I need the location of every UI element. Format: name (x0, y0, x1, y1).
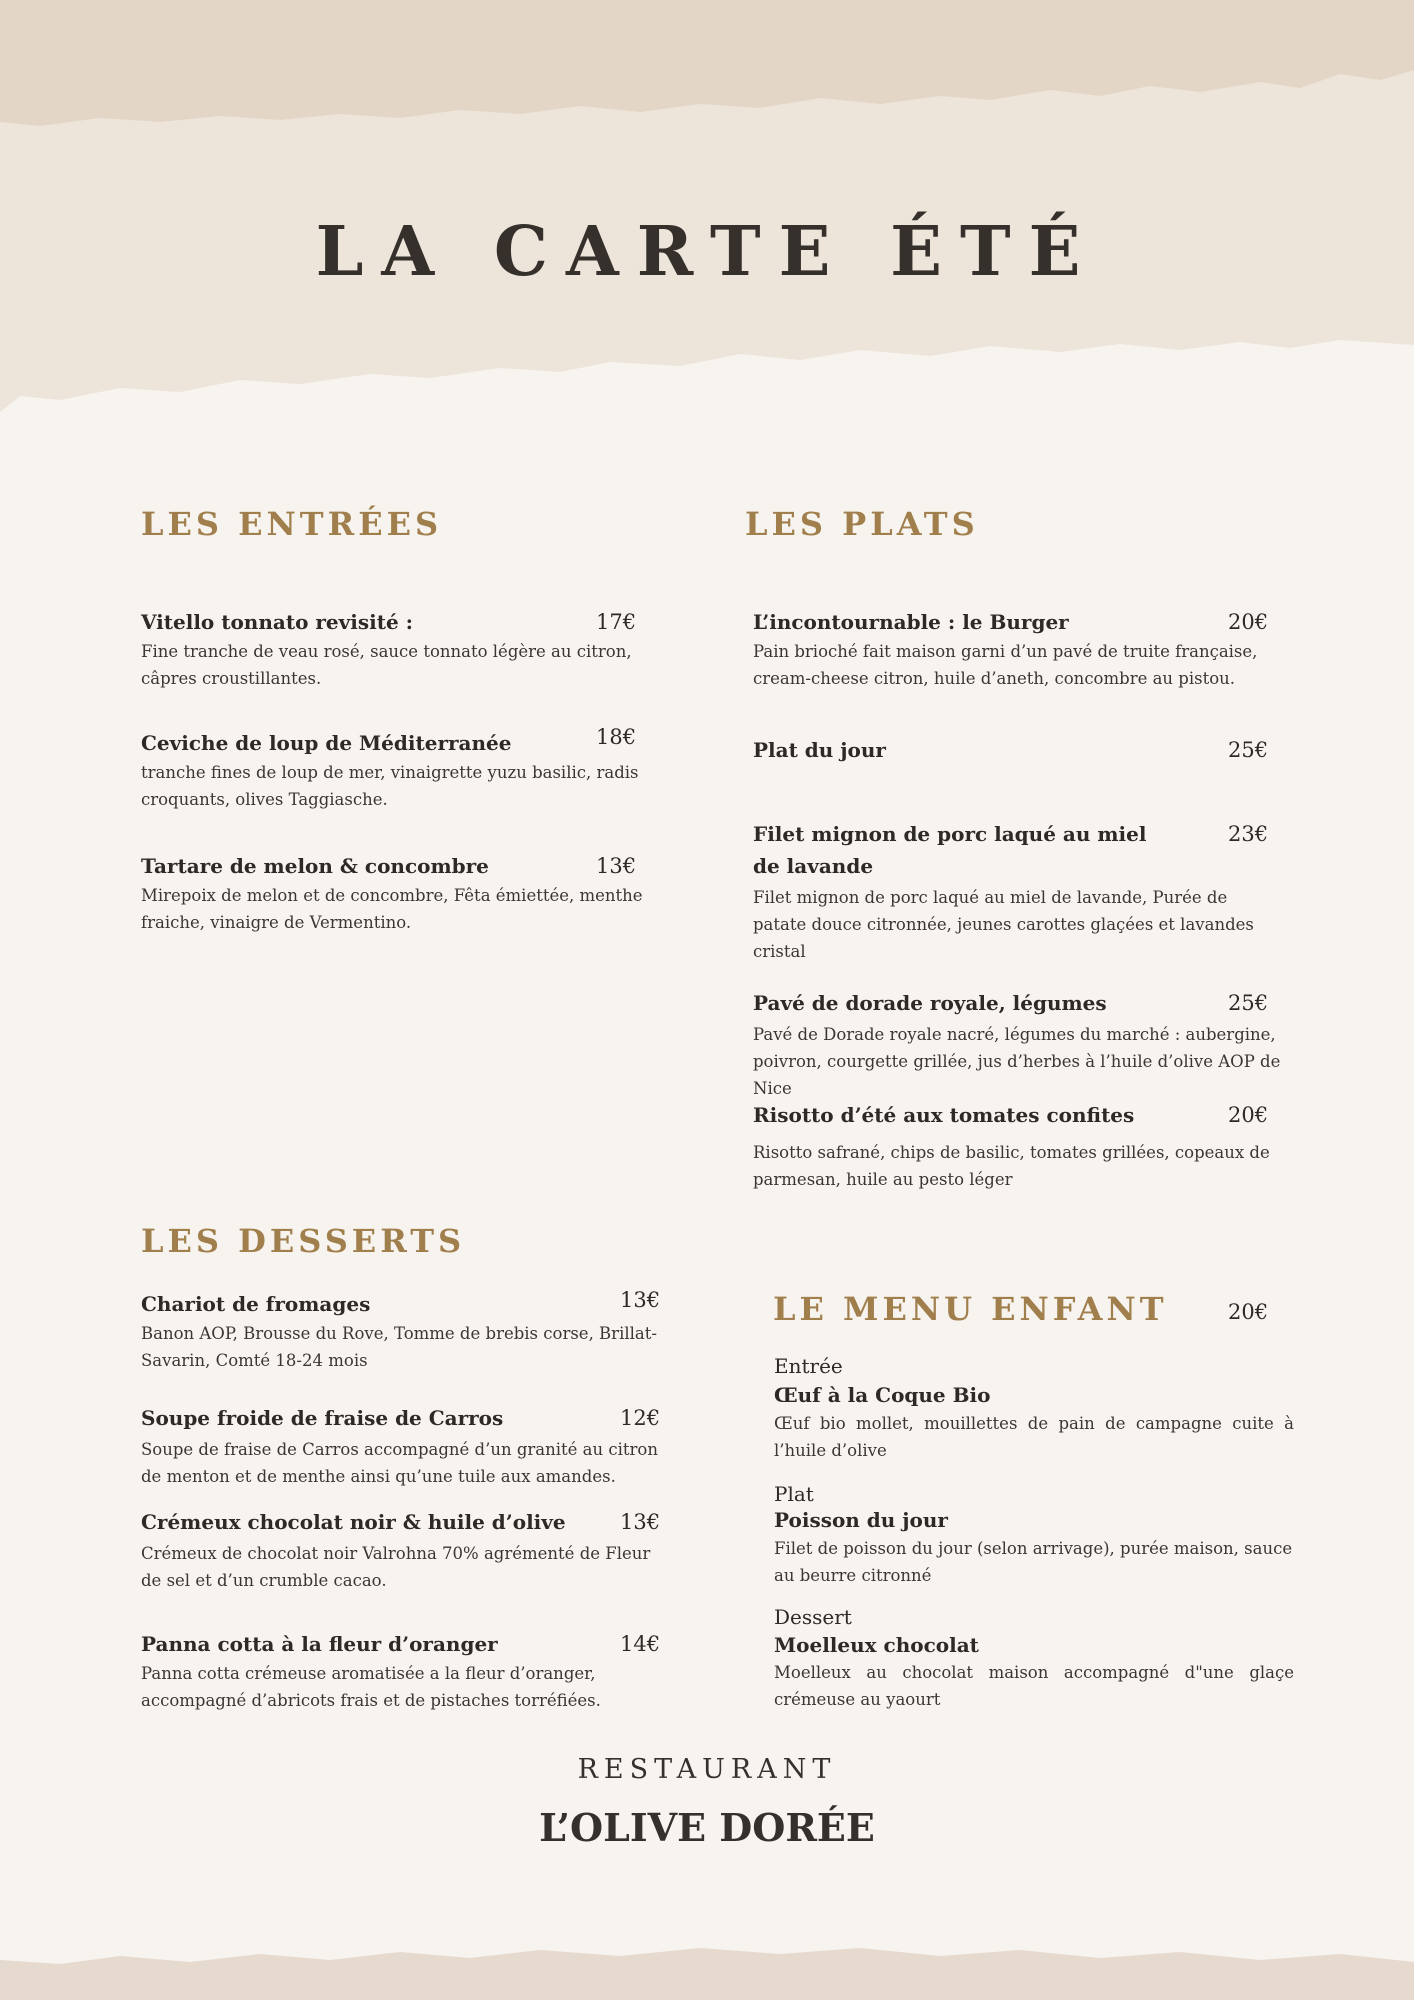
menu-item (141, 606, 651, 692)
item-price: 13€ (596, 854, 637, 878)
section-heading-entrees: LES ENTRÉES (141, 505, 443, 543)
menu-item (141, 850, 651, 936)
item-price: 18€ (596, 725, 637, 749)
section-heading-desserts: LES DESSERTS (141, 1222, 466, 1260)
menu-item (141, 727, 651, 813)
menu-item (141, 1288, 671, 1374)
item-name: Œuf à la Coque Bio (774, 1383, 991, 1407)
menu-title: LA CARTE ÉTÉ (315, 212, 1099, 292)
menu-item (753, 1099, 1283, 1193)
item-name: Soupe froide de fraise de Carros (141, 1406, 504, 1430)
item-price: 13€ (620, 1510, 661, 1534)
item-description: Fine tranche de veau rosé, sauce tonnato légère au citron, câpres croustillantes. (141, 642, 632, 688)
item-description: Crémeux de chocolat noir Valrohna 70% agrémenté de Fleur de sel et d’un crumble cacao. (141, 1544, 651, 1590)
item-price: 25€ (1228, 738, 1269, 762)
item-description: Pavé de Dorade royale nacré, légumes du marché : aubergine, poivron, courgette grillée, jus d’herbes à l’huile d’olive AOP de Nice (753, 1025, 1281, 1098)
item-name: Plat du jour (753, 738, 886, 762)
item-price: 20€ (1228, 610, 1269, 634)
item-name: Tartare de melon & concombre (141, 854, 489, 878)
item-description: Œuf bio mollet, mouillettes de pain de campagne cuite à l’huile d’olive (774, 1414, 1294, 1460)
item-name: Ceviche de loup de Méditerranée (141, 731, 512, 755)
menu-enfant-course (774, 1352, 1294, 1464)
section-heading-menu-enfant: LE MENU ENFANT (773, 1290, 1168, 1328)
course-label: Dessert (774, 1605, 852, 1629)
item-name: Panna cotta à la fleur d’oranger (141, 1632, 498, 1656)
item-name: Pavé de dorade royale, légumes (753, 991, 1107, 1015)
item-description: tranche fines de loup de mer, vinaigrette yuzu basilic, radis croquants, olives Taggiasche. (141, 763, 639, 809)
item-description: Mirepoix de melon et de concombre, Fêta émiettée, menthe fraiche, vinaigre de Vermentino. (141, 886, 643, 932)
item-description: Risotto safrané, chips de basilic, tomates grillées, copeaux de parmesan, huile au pesto léger (753, 1143, 1270, 1189)
item-description: Pain brioché fait maison garni d’un pavé de truite française, cream-cheese citron, huile d’aneth, concombre au pistou. (753, 642, 1258, 688)
item-description: Filet de poisson du jour (selon arrivage), purée maison, sauce au beurre citronné (774, 1539, 1293, 1585)
item-price: 23€ (1228, 822, 1269, 846)
item-description: Banon AOP, Brousse du Rove, Tomme de brebis corse, Brillat-Savarin, Comté 18-24 mois (141, 1324, 657, 1370)
course-label: Entrée (774, 1354, 843, 1378)
item-price: 17€ (596, 610, 637, 634)
restaurant-name: L’OLIVE DORÉE (539, 1805, 875, 1850)
item-price: 12€ (620, 1406, 661, 1430)
item-price: 20€ (1228, 1103, 1269, 1127)
menu-item (141, 1506, 671, 1594)
item-name: Crémeux chocolat noir & huile d’olive (141, 1510, 566, 1534)
menu-item (753, 818, 1283, 965)
item-price: 14€ (620, 1632, 661, 1656)
course-label: Plat (774, 1482, 814, 1506)
menu-item (141, 1402, 671, 1490)
menu-item (753, 606, 1283, 692)
item-price: 25€ (1228, 991, 1269, 1015)
menu-item (753, 734, 1283, 766)
item-price: 13€ (620, 1288, 661, 1312)
item-description: Panna cotta crémeuse aromatisée a la fleur d’oranger, accompagné d’abricots frais et de pistaches torréfiées. (141, 1664, 601, 1710)
item-description: Filet mignon de porc laqué au miel de lavande, Purée de patate douce citronnée, jeunes carottes glaçées et lavandes cristal (753, 888, 1254, 961)
item-name: L’incontournable : le Burger (753, 610, 1069, 634)
item-description: Soupe de fraise de Carros accompagné d’un granité au citron de menton et de menthe ainsi qu’une tuile aux amandes. (141, 1440, 658, 1486)
menu-enfant-price: 20€ (1228, 1300, 1269, 1324)
item-description: Moelleux au chocolat maison accompagné d"une glaçe crémeuse au yaourt (774, 1663, 1294, 1709)
item-name: Vitello tonnato revisité : (141, 610, 414, 634)
section-heading-plats: LES PLATS (745, 505, 979, 543)
menu-item (141, 1628, 671, 1714)
item-name: Poisson du jour (774, 1508, 948, 1532)
item-name: Moelleux chocolat (774, 1633, 979, 1657)
menu-enfant-course (774, 1603, 1294, 1713)
torn-paper-footer (0, 1940, 1414, 2000)
item-name: Risotto d’été aux tomates confites (753, 1103, 1135, 1127)
menu-enfant-course (774, 1481, 1294, 1589)
item-name: Filet mignon de porc laqué au miel de lavande (753, 822, 1147, 878)
menu-item (753, 987, 1283, 1102)
restaurant-label: RESTAURANT (577, 1754, 837, 1785)
item-name: Chariot de fromages (141, 1292, 371, 1316)
